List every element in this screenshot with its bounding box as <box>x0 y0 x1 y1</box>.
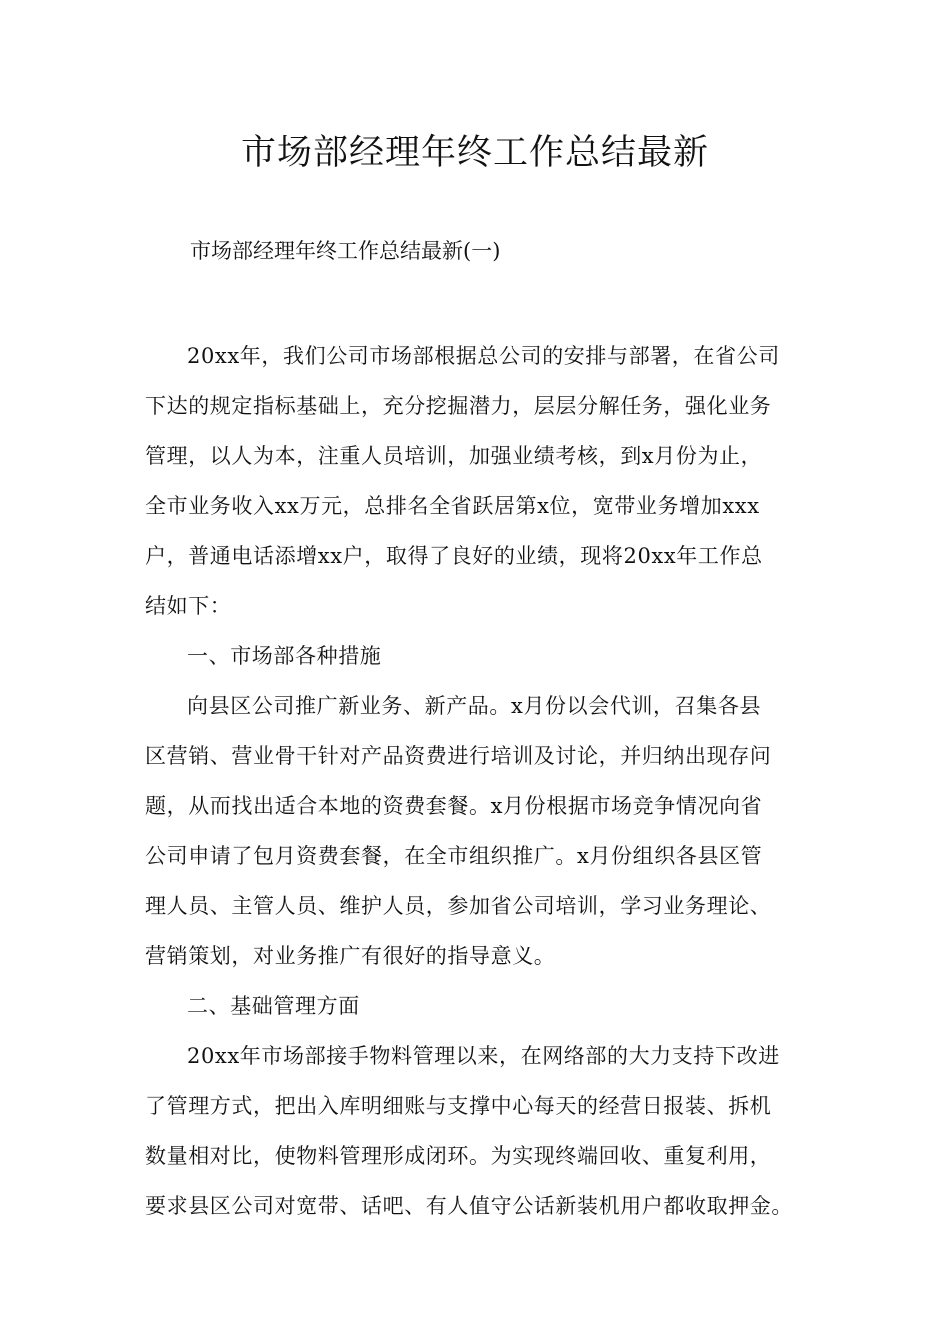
section-heading-measures: 一、市场部各种措施 <box>187 644 382 668</box>
intro-paragraph <box>145 331 809 631</box>
text-line: 理人员、主管人员、维护人员，参加省公司培训，学习业务理论、 <box>145 894 772 918</box>
text-line: 下达的规定指标基础上，充分挖掘潜力，层层分解任务，强化业务 <box>145 394 772 418</box>
text-line: 全市业务收入xx万元，总排名全省跃居第x位，宽带业务增加xxx <box>145 494 760 518</box>
section2-paragraph <box>145 1031 809 1231</box>
text-line: 管理，以人为本，注重人员培训，加强业绩考核，到x月份为止， <box>145 444 763 468</box>
section1-paragraph <box>145 681 809 981</box>
text-line: 题，从而找出适合本地的资费套餐。x月份根据市场竞争情况向省 <box>145 794 763 818</box>
text-line: 营销策划，对业务推广有很好的指导意义。 <box>145 944 556 968</box>
text-line: 数量相对比，使物料管理形成闭环。为实现终端回收、重复利用， <box>145 1144 772 1168</box>
text-line: 户，普通电话添增xx户，取得了良好的业绩，现将20xx年工作总 <box>145 544 763 568</box>
text-line: 向县区公司推广新业务、新产品。x月份以会代训，召集各县 <box>187 694 762 718</box>
text-line: 公司申请了包月资费套餐，在全市组织推广。x月份组织各县区管 <box>145 844 763 868</box>
document-body <box>145 331 809 1231</box>
document-title: 市场部经理年终工作总结最新 <box>240 133 709 173</box>
document-subtitle: 市场部经理年终工作总结最新(一) <box>190 239 501 263</box>
section-heading-management: 二、基础管理方面 <box>187 994 360 1018</box>
text-line: 20xx年市场部接手物料管理以来，在网络部的大力支持下改进 <box>187 1044 780 1068</box>
text-line: 了管理方式，把出入库明细账与支撑中心每天的经营日报装、拆机 <box>145 1094 772 1118</box>
text-line: 区营销、营业骨干针对产品资费进行培训及讨论，并归纳出现存问 <box>145 744 772 768</box>
text-line: 要求县区公司对宽带、话吧、有人值守公话新装机用户都收取押金。 <box>145 1194 793 1218</box>
text-line: 20xx年，我们公司市场部根据总公司的安排与部署，在省公司 <box>187 344 780 368</box>
text-line: 结如下： <box>145 594 232 618</box>
